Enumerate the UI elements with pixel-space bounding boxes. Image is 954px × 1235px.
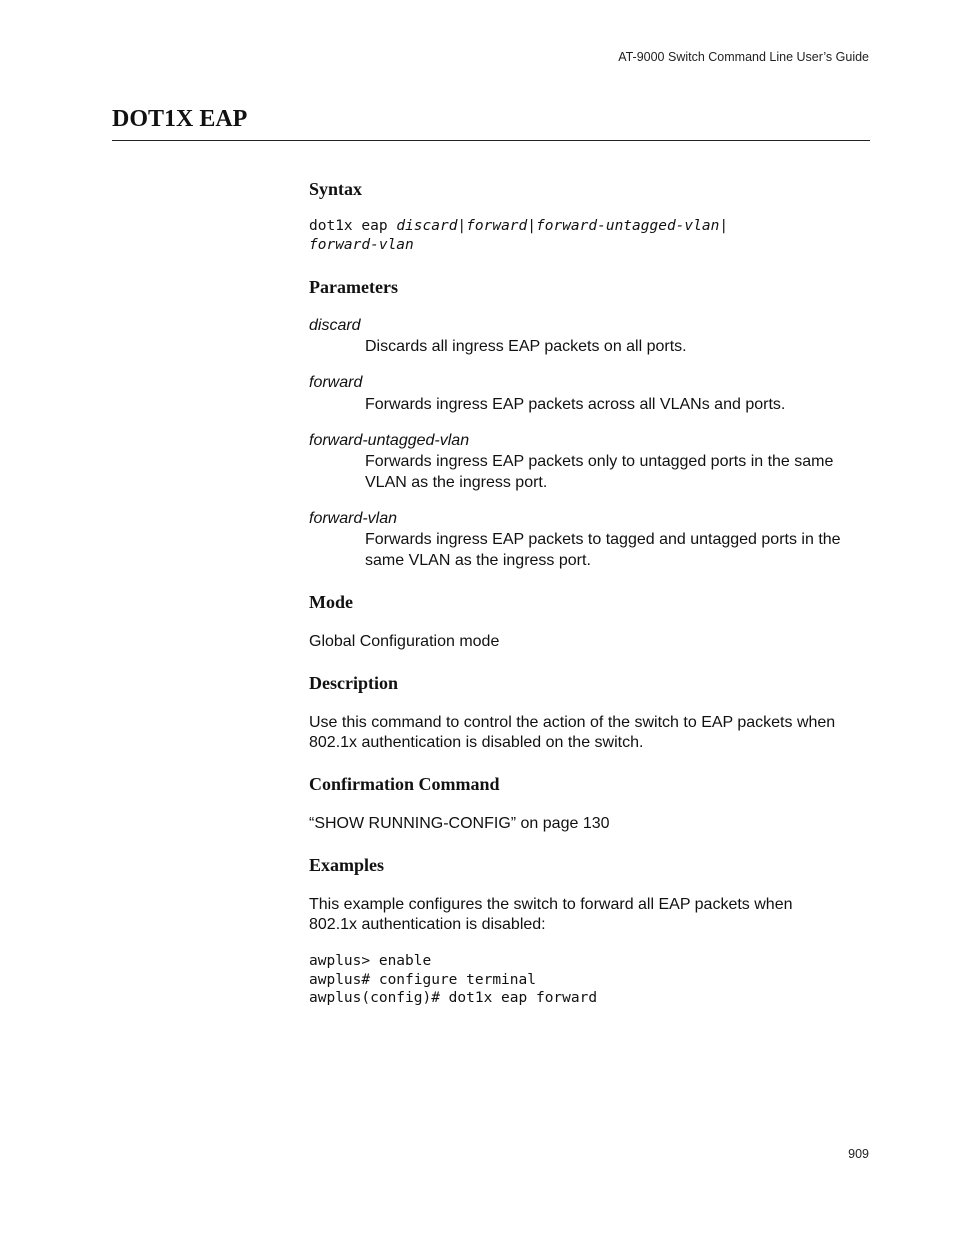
param-desc-discard: Discards all ingress EAP packets on all ports. <box>365 338 687 355</box>
page-title: DOT1X EAP <box>112 106 248 132</box>
param-desc-forward-vlan: Forwards ingress EAP packets to tagged and untagged ports in the same VLAN as the ingress port. <box>365 531 841 569</box>
confirmation-link[interactable]: “SHOW RUNNING-CONFIG” on page 130 <box>309 815 610 832</box>
syntax-separator: | <box>457 218 467 234</box>
param-term-forward: forward <box>309 374 363 391</box>
syntax-heading: Syntax <box>309 179 363 199</box>
code-line: awplus# configure terminal <box>309 971 536 988</box>
param-term-forward-vlan: forward-vlan <box>309 510 398 527</box>
title-rule <box>112 140 870 141</box>
syntax-separator: | <box>719 218 729 234</box>
param-term-forward-untagged-vlan: forward-untagged-vlan <box>309 432 470 449</box>
page-number: 909 <box>848 1147 869 1161</box>
mode-text: Global Configuration mode <box>309 633 500 650</box>
syntax-separator: | <box>527 218 536 234</box>
param-desc-forward-untagged-vlan: Forwards ingress EAP packets only to untagged ports in the same VLAN as the ingress port. <box>365 453 834 491</box>
parameters-heading: Parameters <box>309 277 398 297</box>
syntax-option-forward-untagged-vlan: forward-untagged-vlan <box>536 218 720 234</box>
syntax-command: dot1x eap <box>309 218 397 234</box>
syntax-option-discard: discard <box>396 218 458 234</box>
examples-heading: Examples <box>309 855 385 875</box>
description-heading: Description <box>309 673 398 693</box>
mode-heading: Mode <box>309 592 353 612</box>
param-term-discard: discard <box>309 317 361 334</box>
running-header: AT-9000 Switch Command Line User’s Guide <box>618 50 869 64</box>
syntax-option-forward-vlan: forward-vlan <box>309 237 414 253</box>
syntax-line-2 <box>309 236 414 255</box>
param-desc-forward: Forwards ingress EAP packets across all VLANs and ports. <box>365 396 786 413</box>
code-line: awplus(config)# dot1x eap forward <box>309 990 598 1006</box>
examples-text: This example configures the switch to forward all EAP packets when 802.1x authentication is disabled: <box>309 896 793 933</box>
syntax-line-1 <box>309 217 728 236</box>
code-line: awplus> enable <box>309 953 432 969</box>
description-text: Use this command to control the action of the switch to EAP packets when 802.1x authentication is disabled on the switch. <box>309 714 836 751</box>
confirmation-heading: Confirmation Command <box>309 774 500 794</box>
syntax-option-forward: forward <box>466 218 528 234</box>
